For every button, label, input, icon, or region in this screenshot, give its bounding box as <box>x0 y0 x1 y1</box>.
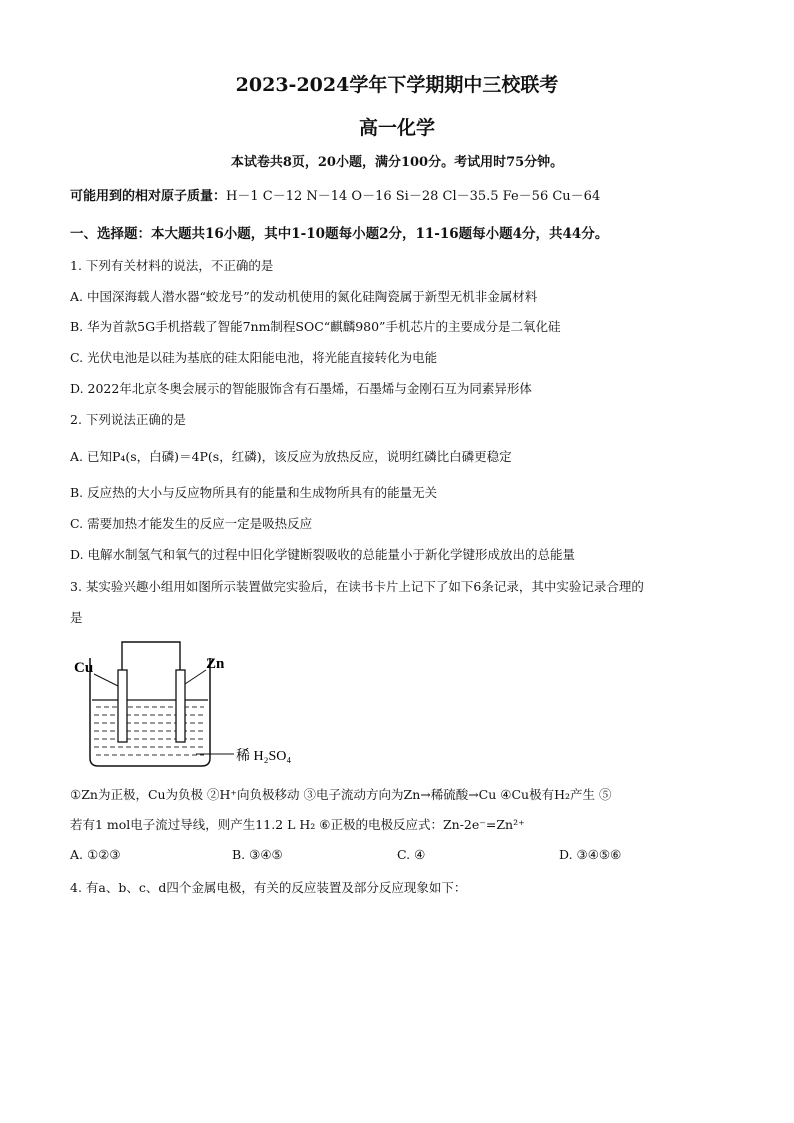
q3-records-line2: 若有1 mol电子流过导线，则产生11.2 L H₂ ⑥正极的电极反应式：Zn-2e⁻=Zn²⁺ <box>70 817 525 832</box>
atomic-masses-label: 可能用到的相对原子质量： <box>70 189 227 204</box>
q1-stem: 1. 下列有关材料的说法，不正确的是 <box>70 258 274 273</box>
atomic-masses-values: H－1 C－12 N－14 O－16 Si－28 Cl－35.5 Fe－56 Cu－64 <box>226 189 601 204</box>
q3-stem-line1: 3. 某实验兴趣小组用如图所示装置做完实验后，在读书卡片上记下了如下6条记录，其中实验记录合理的 <box>70 579 644 594</box>
galvanic-cell-svg <box>72 640 292 770</box>
atomic-masses <box>70 185 600 204</box>
zn-label: Zn <box>206 656 225 672</box>
section-heading: 一、选择题：本大题共16小题，其中1-10题每小题2分，11-16题每小题4分，共44分。 <box>70 226 609 242</box>
exam-title: 2023-2024学年下学期期中三校联考 <box>235 74 559 96</box>
q3-option-a: A. ①②③ <box>70 847 121 862</box>
cu-label: Cu <box>74 660 94 676</box>
solution-hatching <box>94 707 206 755</box>
beaker <box>90 658 210 766</box>
q3-option-b: B. ③④⑤ <box>232 847 283 862</box>
q4-stem: 4. 有a、b、c、d四个金属电极，有关的反应装置及部分反应现象如下： <box>70 880 467 895</box>
galvanic-cell-diagram <box>72 640 292 774</box>
exam-info: 本试卷共8页，20小题，满分100分。考试用时75分钟。 <box>230 155 564 170</box>
exam-subject: 高一化学 <box>358 117 435 139</box>
zn-leader <box>185 670 206 684</box>
q2-option-c: C. 需要加热才能发生的反应一定是吸热反应 <box>70 516 313 531</box>
q1-option-b: B. 华为首款5G手机搭载了智能7nm制程SOC“麒麟980”手机芯片的主要成分是二氧化硅 <box>70 319 561 334</box>
q2-option-b: B. 反应热的大小与反应物所具有的能量和生成物所具有的能量无关 <box>70 485 438 500</box>
q3-records-line1: ①Zn为正极，Cu为负极 ②H⁺向负极移动 ③电子流动方向为Zn→稀硫酸→Cu ④Cu极有H₂产生 ⑤ <box>70 787 612 802</box>
q3-options <box>70 847 730 865</box>
q3-option-d: D. ③④⑤⑥ <box>559 847 622 862</box>
zn-electrode <box>176 670 185 742</box>
acid-label: 稀 H₂SO₄ <box>236 749 292 764</box>
q2-option-a: A. 已知P₄(s，白磷)＝4P(s，红磷)，该反应为放热反应，说明红磷比白磷更稳定 <box>70 449 512 464</box>
q1-option-c: C. 光伏电池是以硅为基底的硅太阳能电池，将光能直接转化为电能 <box>70 350 438 365</box>
q1-option-d: D. 2022年北京冬奥会展示的智能服饰含有石墨烯，石墨烯与金刚石互为同素异形体 <box>70 381 532 396</box>
cu-leader <box>94 674 118 686</box>
q1-option-a: A. 中国深海载人潜水器“蛟龙号”的发动机使用的氮化硅陶瓷属于新型无机非金属材料 <box>70 289 538 304</box>
q3-option-c: C. ④ <box>397 847 426 862</box>
connecting-wire <box>122 642 180 670</box>
cu-electrode <box>118 670 127 742</box>
q2-option-d: D. 电解水制氢气和氧气的过程中旧化学键断裂吸收的总能量小于新化学键形成放出的总能量 <box>70 547 576 562</box>
q2-stem: 2. 下列说法正确的是 <box>70 412 186 427</box>
q3-stem-line2: 是 <box>70 610 83 625</box>
